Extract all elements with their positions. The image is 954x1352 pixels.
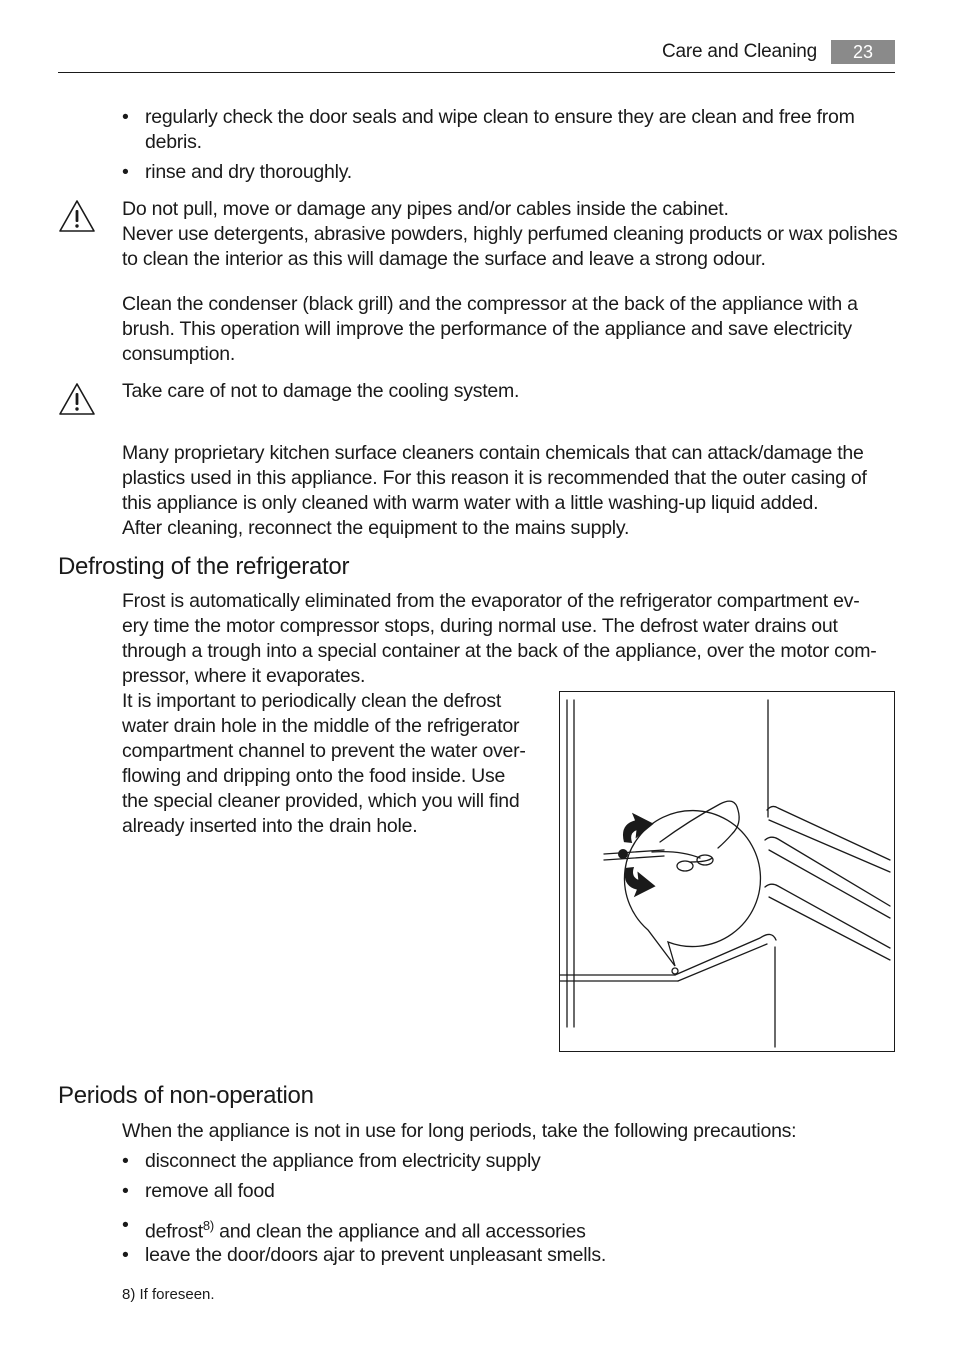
footnote: 8) If foreseen. — [122, 1286, 215, 1303]
condenser-text-line: Clean the condenser (black grill) and the compressor at the back of the appliance with a — [122, 293, 858, 315]
defrost-text-line: Frost is automatically eliminated from the evaporator of the refrigerator compartment ev- — [122, 590, 860, 612]
section-heading: Defrosting of the refrigerator — [58, 553, 350, 580]
defrost-text-line: compartment channel to prevent the water over- — [122, 740, 526, 762]
warning-text-line: Never use detergents, abrasive powders, highly perfumed cleaning products or wax polishes — [122, 223, 898, 245]
cleaners-text-line: this appliance is only cleaned with warm water with a little washing-up liquid added. — [122, 492, 819, 514]
defrost-text-line: through a trough into a special container at the back of the appliance, over the motor com- — [122, 640, 877, 662]
condenser-text-line: brush. This operation will improve the performance of the appliance and save electricity — [122, 318, 852, 340]
drain-hole-cleaning-illustration — [559, 691, 895, 1052]
list-item: • remove all food — [122, 1180, 275, 1202]
warning-triangle-icon — [58, 199, 96, 233]
page-header — [58, 38, 895, 73]
defrost-text-line: flowing and dripping onto the food inside. Use — [122, 765, 506, 787]
list-item: • regularly check the door seals and wipe clean to ensure they are clean and free from debris. — [122, 106, 855, 153]
footnote-ref: 8) — [202, 1218, 214, 1233]
defrost-text-line: already inserted into the drain hole. — [122, 815, 418, 837]
defrost-text-line: It is important to periodically clean the defrost — [122, 690, 502, 712]
defrost-text-line: the special cleaner provided, which you will find — [122, 790, 520, 812]
cleaners-text-line: Many proprietary kitchen surface cleaners contain chemicals that can attack/damage the — [122, 442, 864, 464]
defrost-text-line: water drain hole in the middle of the refrigerator — [122, 715, 520, 737]
list-item: • defrost$^{8)}$ and clean the appliance and all accessories — [122, 1214, 586, 1243]
section-title: Care and Cleaning — [661, 41, 817, 62]
cleaners-text-line: After cleaning, reconnect the equipment to the mains supply. — [122, 517, 630, 539]
cleaners-text-line: plastics used in this appliance. For this reason it is recommended that the outer casing of — [122, 467, 867, 489]
intro-text: When the appliance is not in use for long periods, take the following precautions: — [122, 1120, 797, 1142]
warning-text: Take care of not to damage the cooling system. — [122, 380, 520, 402]
condenser-text-line: consumption. — [122, 343, 235, 365]
warning-text-line: to clean the interior as this will damage the surface and leave a strong odour. — [122, 248, 766, 270]
defrost-text-line: pressor, where it evaporates. — [122, 665, 366, 687]
list-item: • rinse and dry thoroughly. — [122, 161, 352, 183]
warning-text-line: Do not pull, move or damage any pipes and/or cables inside the cabinet. — [122, 198, 729, 220]
defrost-text-line: ery time the motor compressor stops, during normal use. The defrost water drains out — [122, 615, 838, 637]
list-item: • leave the door/doors ajar to prevent unpleasant smells. — [122, 1244, 607, 1266]
page-number: 23 — [831, 40, 895, 64]
refrigerator-drain-diagram — [560, 692, 894, 1051]
list-item: • disconnect the appliance from electricity supply — [122, 1150, 541, 1172]
section-heading: Periods of non-operation — [58, 1082, 314, 1109]
warning-triangle-icon — [58, 382, 96, 416]
